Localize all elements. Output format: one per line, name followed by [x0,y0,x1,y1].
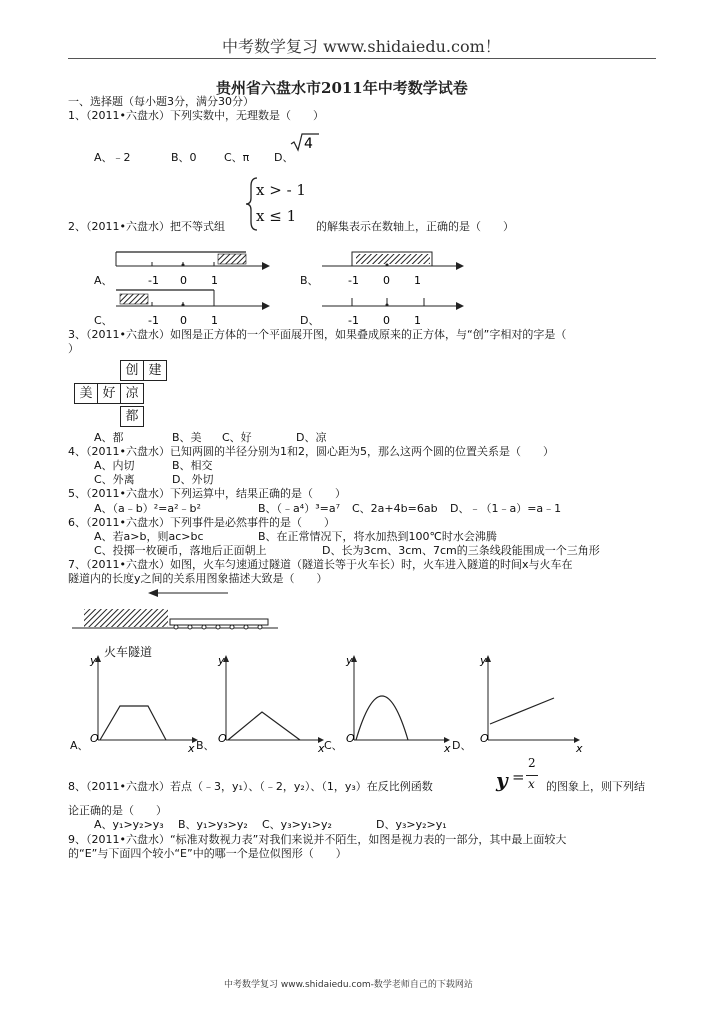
q2-stem-b: 的解集表示在数轴上，正确的是（ ） [316,220,514,233]
q3-option-c: C、好 [222,431,252,444]
function-formula [496,758,540,794]
q2-inequality-2: x ≤ 1 [256,207,297,225]
tick-label: -1 [148,274,159,287]
net-cell-jian: 建 [143,360,167,381]
q8-stem-c: 论正确的是（ ） [68,804,167,817]
net-cell-dou: 都 [120,406,144,427]
q7-label-a: A、 [70,739,89,752]
number-line-a [116,252,270,287]
q1-option-b: B、0 [171,151,197,164]
tick-label: 0 [383,314,390,327]
q5-stem: 5、（2011•六盘水）下列运算中，结果正确的是（ ） [68,487,346,500]
q3-option-a: A、都 [94,431,124,444]
q6-option-b: B、在正常情况下，将水加热到100℃时水会沸腾 [258,530,497,543]
section-heading: 一、选择题（每小题3分，满分30分） [68,95,254,108]
axis-y-label: y [346,654,353,667]
q9-stem-2: 的“E”与下面四个较小“E”中的哪一个是位似图形（ ） [68,847,347,860]
q2-stem-a: 2、（2011•六盘水）把不等式组 [68,220,225,233]
q1-option-d: D、 [274,151,294,164]
q8-option-a: A、y₁>y₂>y₃ [94,818,164,831]
net-cell-mei: 美 [74,383,98,404]
q8-option-c: C、y₃>y₁>y₂ [262,818,332,831]
q7-label-d: D、 [452,739,472,752]
origin-label: O [346,732,355,745]
q3-stem-b: ） [68,342,79,355]
axis-x-label: x [188,742,195,755]
sqrt-symbol [290,132,320,152]
sqrt-content: 4 [304,136,313,152]
q6-stem: 6、（2011•六盘水）下列事件是必然事件的是（ ） [68,516,335,529]
graph-c [345,654,451,755]
q7-label-b: B、 [196,739,215,752]
origin-label: O [480,732,489,745]
tick-label: 1 [414,314,421,327]
q2-number-lines [0,240,724,330]
q8-option-d: D、y₃>y₂>y₁ [376,818,447,831]
origin-label: O [90,732,99,745]
func-numerator: 2 [528,756,536,770]
q6-option-c: C、投掷一枚硬币，落地后正面朝上 [94,544,267,557]
tick-label: 1 [211,274,218,287]
header-rule [68,58,656,59]
q7-label-c: C、 [324,739,343,752]
tick-label: -1 [348,314,359,327]
tunnel-train-figure [68,585,308,635]
graph-a [89,654,198,755]
axis-x-label: x [318,742,325,755]
tick-label: 0 [383,274,390,287]
q3-option-b: B、美 [172,431,202,444]
q5-option-d: D、﹣（1﹣a）=a﹣1 [450,502,562,515]
q4-stem: 4、（2011•六盘水）已知两圆的半径分别为1和2，圆心距为5，那么这两个圆的位置关系是（ ） [68,445,554,458]
q3-option-d: D、凉 [296,431,327,444]
number-line-d [322,298,464,327]
q1-option-c: C、π [224,151,250,164]
q6-option-a: A、若a>b，则ac>bc [94,530,204,543]
net-cell-liang: 凉 [120,383,144,404]
number-line-b [322,252,464,287]
tick-label: 0 [180,314,187,327]
q2-label-a: A、 [94,274,113,287]
q6-option-d: D、长为3cm、3cm、7cm的三条线段能围成一个三角形 [322,544,600,557]
number-line-c [116,290,270,327]
fraction-bar [526,775,538,776]
q4-option-b: B、相交 [172,459,213,472]
net-cell-chuang: 创 [120,360,144,381]
q4-option-d: D、外切 [172,473,214,486]
func-denominator: x [528,777,535,791]
axis-y-label: y [218,654,225,667]
origin-label: O [218,732,227,745]
tick-label: 1 [211,314,218,327]
tick-label: -1 [148,314,159,327]
tunnel-label: 火车隧道 [104,645,153,659]
axis-y-label: y [90,654,97,667]
q7-stem-2: 隧道内的长度y之间的关系用图象描述大致是（ ） [68,572,328,585]
q8-option-b: B、y₁>y₃>y₂ [178,818,248,831]
page-footer: 中考数学复习 www.shidaiedu.com-数学老师自己的下载网站 [224,980,473,990]
q2-label-d: D、 [300,314,320,327]
graph-b [217,654,325,755]
tick-label: -1 [348,274,359,287]
exam-title: 贵州省六盘水市2011年中考数学试卷 [216,79,468,97]
func-y: y [496,768,508,792]
axis-y-label: y [480,654,487,667]
q7-stem-1: 7、（2011•六盘水）如图，火车匀速通过隧道（隧道长等于火车长）时，火车进入隧道的时间x与火车在 [68,558,573,571]
q2-label-b: B、 [300,274,319,287]
q4-option-a: A、内切 [94,459,135,472]
func-equals: = [512,768,525,786]
q8-stem-a: 8、（2011•六盘水）若点（﹣3，y₁）、（﹣2，y₂）、（1，y₃）在反比例函数 [68,780,433,793]
tick-label: 1 [414,274,421,287]
page-header: 中考数学复习 www.shidaiedu.com！ [222,37,501,56]
q1-stem: 1、（2011•六盘水）下列实数中，无理数是（ ） [68,109,324,122]
q2-inequality-1: x > - 1 [256,181,306,199]
q5-option-b: B、（﹣a⁴）³=a⁷ [258,502,340,515]
tick-label: 0 [180,274,187,287]
q9-stem-1: 9、（2011•六盘水）“标准对数视力表”对我们来说并不陌生，如图是视力表的一部分，其中最上面较大 [68,833,567,846]
axis-x-label: x [444,742,451,755]
q5-option-c: C、2a+4b=6ab [352,502,438,515]
q5-option-a: A、（a﹣b）²=a²﹣b² [94,502,201,515]
q1-option-a: A、﹣2 [94,151,131,164]
graph-d [479,654,583,755]
q4-option-c: C、外离 [94,473,135,486]
net-cell-hao: 好 [97,383,121,404]
q2-label-c: C、 [94,314,113,327]
axis-x-label: x [576,742,583,755]
q3-stem-a: 3、（2011•六盘水）如图是正方体的一个平面展开图，如果叠成原来的正方体，与“创”字相对的字是（ [68,328,567,341]
q8-stem-b: 的图象上，则下列结 [546,780,645,793]
